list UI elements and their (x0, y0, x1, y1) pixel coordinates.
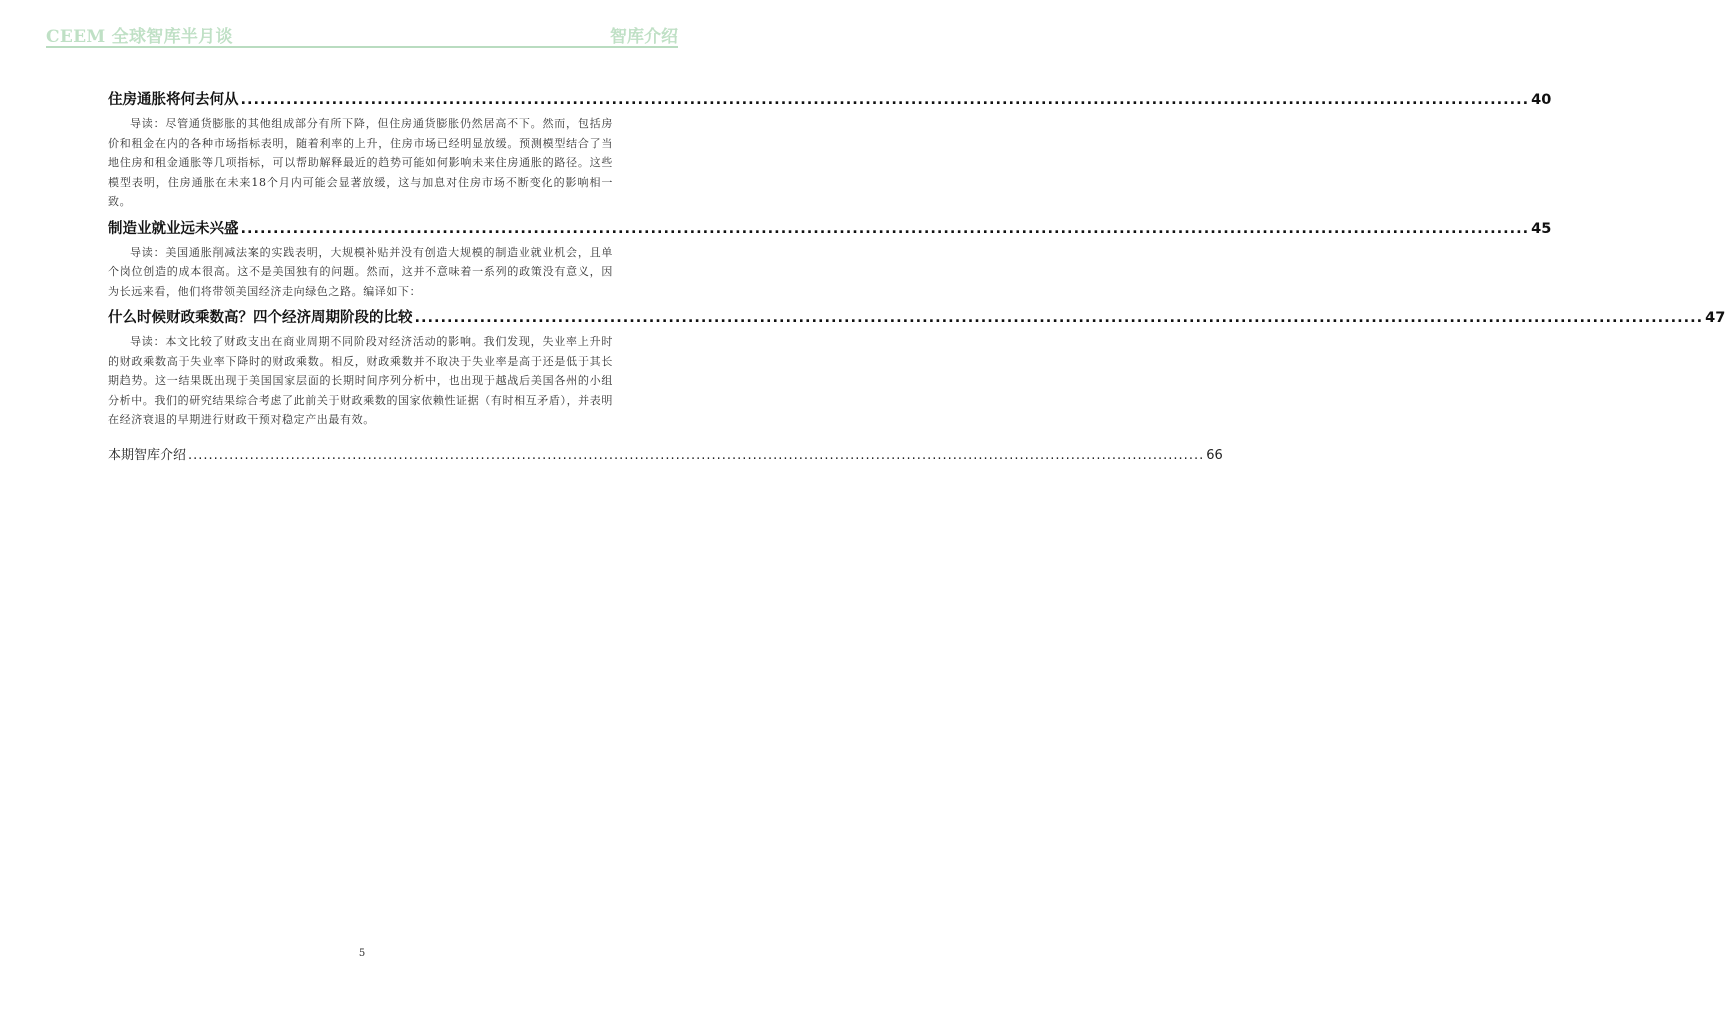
header-section-title: 智库介绍 (610, 27, 678, 47)
toc-entry-title-row[interactable] (108, 306, 1725, 328)
toc-entry-title[interactable]: 什么时候财政乘数高？四个经济周期阶段的比较 (108, 310, 413, 326)
toc-entry-page: 66 (1206, 447, 1223, 463)
toc-leader-dots: ...................................................................................................................................................................................................... (188, 447, 1205, 463)
toc-entry-fiscal-multiplier (108, 306, 1725, 430)
toc-entry-title[interactable]: 本期智库介绍 (108, 447, 187, 463)
toc-entry-page: 45 (1531, 220, 1552, 237)
toc-entry-title[interactable]: 住房通胀将何去何从 (108, 92, 239, 108)
toc-entry-title-row[interactable] (108, 88, 1552, 110)
toc-entry-housing-inflation (108, 88, 1552, 212)
toc-entry-summary: 导读：尽管通货膨胀的其他组成部分有所下降，但住房通货膨胀仍然居高不下。然而，包括房价和租金在内的各种市场指标表明，随着利率的上升，住房市场已经明显放缓。预测模型结合了当地住房和租金通胀等几项指标，可以帮助解释最近的趋势可能如何影响未来住房通胀的路径。这些模型表明，住房通胀在未来18个月内可能会显著放缓，这与加息对住房市场不断变化的影响相一致。 (108, 117, 613, 208)
toc-entry-summary: 导读：本文比较了财政支出在商业周期不同阶段对经济活动的影响。我们发现，失业率上升时的财政乘数高于失业率下降时的财政乘数。相反，财政乘数并不取决于失业率是高于还是低于其长期趋势。这一结果既出现于美国国家层面的长期时间序列分析中，也出现于越战后美国各州的小组分析中。我们的研究结果综合考虑了此前关于财政乘数的国家依赖性证据（有时相互矛盾），并表明在经济衰退的早期进行财政干预对稳定产出最有效。 (108, 335, 613, 426)
toc-leader-dots: ...................................................................................................................................................................................................... (414, 310, 1704, 326)
toc-entry-think-tank-intro[interactable] (108, 444, 1223, 463)
page-number: 5 (358, 948, 366, 959)
toc-entry-manufacturing-jobs (108, 217, 1552, 302)
header-publication-title: CEEM 全球智库半月谈 (46, 27, 233, 47)
toc-leader-dots: ...................................................................................................................................................................................................... (240, 92, 1530, 108)
toc-entry-page: 40 (1531, 92, 1552, 108)
toc-entry-title[interactable]: 制造业就业远未兴盛 (108, 220, 239, 237)
toc-entry-title-row[interactable] (108, 217, 1552, 239)
page-header (46, 22, 678, 48)
toc-leader-dots: ...................................................................................................................................................................................................... (240, 220, 1530, 237)
toc-entry-page: 47 (1705, 310, 1725, 326)
table-of-contents (108, 88, 1725, 463)
toc-entry-summary: 导读：美国通胀削减法案的实践表明，大规模补贴并没有创造大规模的制造业就业机会，且单个岗位创造的成本很高。这不是美国独有的问题。然而，这并不意味着一系列的政策没有意义，因为长远来看，他们将带领美国经济走向绿色之路。编译如下： (108, 245, 613, 298)
